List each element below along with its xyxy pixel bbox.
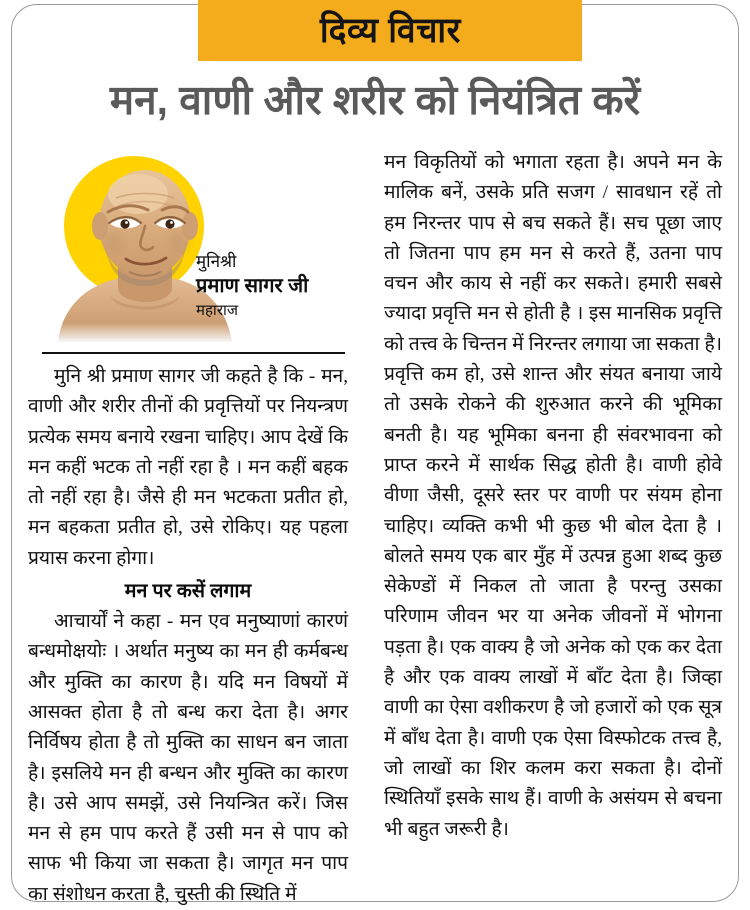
paragraph: आचार्यों ने कहा - मन एव मनुष्याणां कारणं बन्धमोक्षयोः । अर्थात मनुष्य का मन ही कर्मबन्ध और मुक्ति का कारण है। यदि मन विषयों में आसक्त होता है तो बन्ध करा देता है। अगर निर्विषय होता है तो मुक्ति का साधन बन जाता है। इसलिये मन ही बन्धन और मुक्ति का कारण है। उसे आप समझें, उसे नियन्त्रित करें। जिस मन से हम पाप करते हैं उसी मन से पाप को साफ भी किया जा सकता है। जागृत मन पाप का संशोधन करता है, चुस्ती की स्थिति में — [28, 611, 348, 905]
page-title: मन, वाणी और शरीर को नियंत्रित करें — [109, 77, 641, 123]
paragraph: मन विकृतियों को भगाता रहता है। अपने मन के मालिक बनें, उसके प्रति सजग / सावधान रहें तो हम निरन्तर पाप से बच सकते हैं। सच पूछा जाए तो जितना पाप हम मन से करते हैं, उतना पाप वचन और काय से नहीं कर सकते। हमारी सबसे ज्यादा प्रवृत्ति मन से होती है । इस मानसिक प्रवृत्ति को तत्त्व के चिन्तन में निरन्तर लगाया जा सकता है। प्रवृत्ति कम हो, उसे शान्त और संयत बनाया जाये तो उसके रोकने की शुरुआत करने की भूमिका बनती है। यह भूमिका बनना ही संवरभावना को प्राप्त करने में सार्थक सिद्ध होती है। वाणी होवे वीणा जैसी, दूसरे स्तर पर वाणी पर संयम होना चाहिए। व्यक्ति कभी भी कुछ भी बोल देता है । बोलते समय एक बार मुँह में उत्पन्न हुआ शब्द कुछ सेकेण्डों में निकल तो जाता है परन्तु उसका परिणाम जीवन भर या अनेक जीवनों में भोगना पड़ता है। एक वाक्य है जो अनेक को एक कर देता है और एक वाक्य लाखों में बाँट देता है। जिव्हा वाणी का ऐसा वशीकरण है जो हजारों को एक सूत्र में बाँध देता है। वाणी एक ऐसा विस्फोटक तत्त्व है, जो लाखों का शिर कलम करा सकता है। दोनों स्थितियाँ इसके साथ हैं। वाणी के असंयम से बचना भी बहुत जरूरी है। — [384, 152, 722, 840]
left-column-text — [28, 362, 348, 910]
author-portrait-block — [28, 146, 348, 342]
article-column-right — [384, 146, 722, 898]
right-column-text — [384, 148, 722, 845]
byline-suffix: महाराज — [196, 302, 238, 319]
section-banner — [198, 0, 582, 61]
byline-divider — [42, 352, 345, 354]
section-banner-title: दिव्य विचार — [319, 10, 461, 50]
section-subheading: मन पर कसें लगाम — [124, 581, 252, 603]
article-body — [28, 146, 722, 905]
byline-prefix: मुनिश्री — [196, 252, 237, 271]
byline-name: प्रमाण सागर जी — [196, 275, 309, 297]
article-column-left — [28, 146, 348, 905]
byline — [196, 250, 348, 321]
paragraph: मुनि श्री प्रमाण सागर जी कहते है कि - मन, वाणी और शरीर तीनों की प्रवृत्तियों पर नियन्त्रण प्रत्येक समय बनाये रखना चाहिए। आप देखें कि मन कहीं भटक तो नहीं रहा है । मन कहीं बहक तो नहीं रहा है। जैसे ही मन भटकता प्रतीत हो, मन बहकता प्रतीत हो, उसे रोकिए। यह पहला प्रयास करना होगा। — [28, 366, 348, 569]
